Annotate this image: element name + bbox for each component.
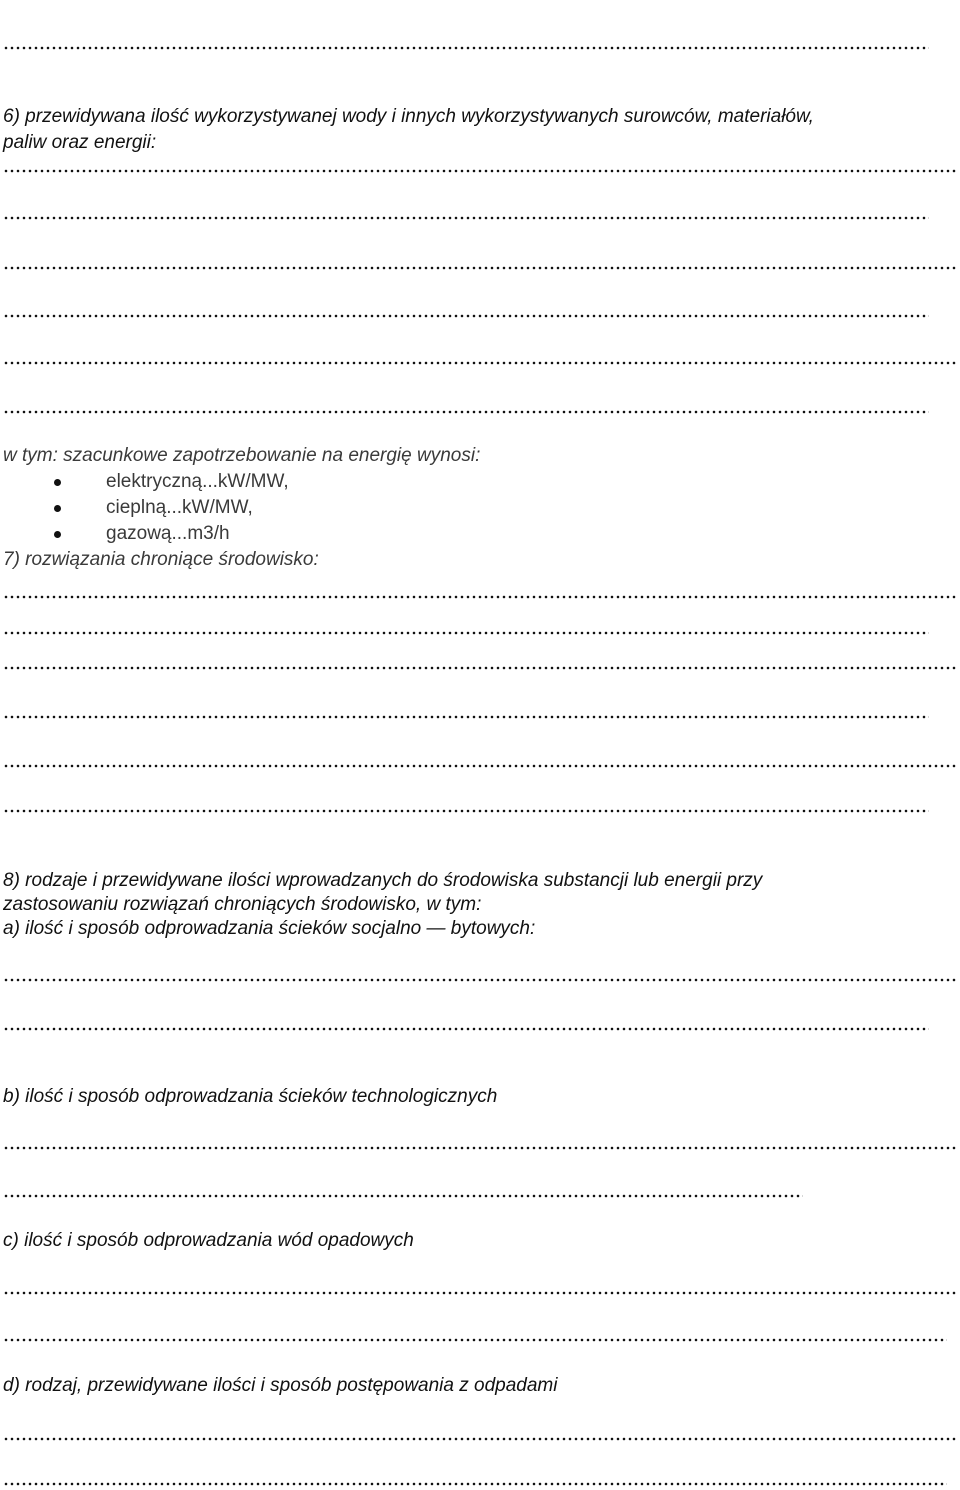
dotted-fill-line [3,265,958,271]
dotted-fill-line [3,215,929,221]
dotted-fill-line [3,1481,947,1487]
energy-intro: w tym: szacunkowe zapotrzebowanie na energię wynosi: [3,445,481,466]
dotted-fill-line [3,1337,947,1343]
section-8c-heading: c) ilość i sposób odprowadzania wód opadowych [3,1230,414,1251]
dotted-fill-line [3,763,958,769]
dotted-fill-line [3,977,958,983]
section-8b-heading: b) ilość i sposób odprowadzania ścieków technologicznych [3,1086,498,1107]
dotted-fill-line [3,594,958,600]
dotted-fill-line [3,409,929,415]
section-7-heading: 7) rozwiązania chroniące środowisko: [3,549,319,570]
dotted-fill-line [3,1145,958,1151]
bullet-dot-icon [54,531,61,538]
dotted-fill-line [3,1026,929,1032]
dotted-fill-line [3,630,929,636]
bullet-dot-icon [54,505,61,512]
bullet-dot-icon [54,479,61,486]
dotted-fill-line [3,1193,803,1199]
dotted-fill-line [3,168,958,174]
section-8d-heading: d) rodzaj, przewidywane ilości i sposób postępowania z odpadami [3,1375,558,1396]
dotted-fill-line [3,665,958,671]
dotted-fill-line [3,714,929,720]
dotted-fill-line [3,1290,958,1296]
section-8-heading-line-1: 8) rodzaje i przewidywane ilości wprowadzanych do środowiska substancji lub energii przy [3,870,763,891]
section-6-heading-line-2: paliw oraz energii: [3,132,157,153]
energy-item-heat: cieplną...kW/MW, [106,497,253,518]
dotted-fill-line [3,313,929,319]
section-8a-heading: a) ilość i sposób odprowadzania ścieków socjalno — bytowych: [3,918,536,939]
section-8-heading-line-2: zastosowaniu rozwiązań chroniących środowisko, w tym: [3,894,482,915]
dotted-fill-line [3,1436,958,1442]
dotted-fill-line [3,360,958,366]
energy-item-gas: gazową...m3/h [106,523,230,544]
dotted-fill-line [3,45,929,51]
dotted-fill-line [3,808,929,814]
section-6-heading-line-1: 6) przewidywana ilość wykorzystywanej wody i innych wykorzystywanych surowców, materiałów, [3,106,814,127]
energy-item-electric: elektryczną...kW/MW, [106,471,289,492]
